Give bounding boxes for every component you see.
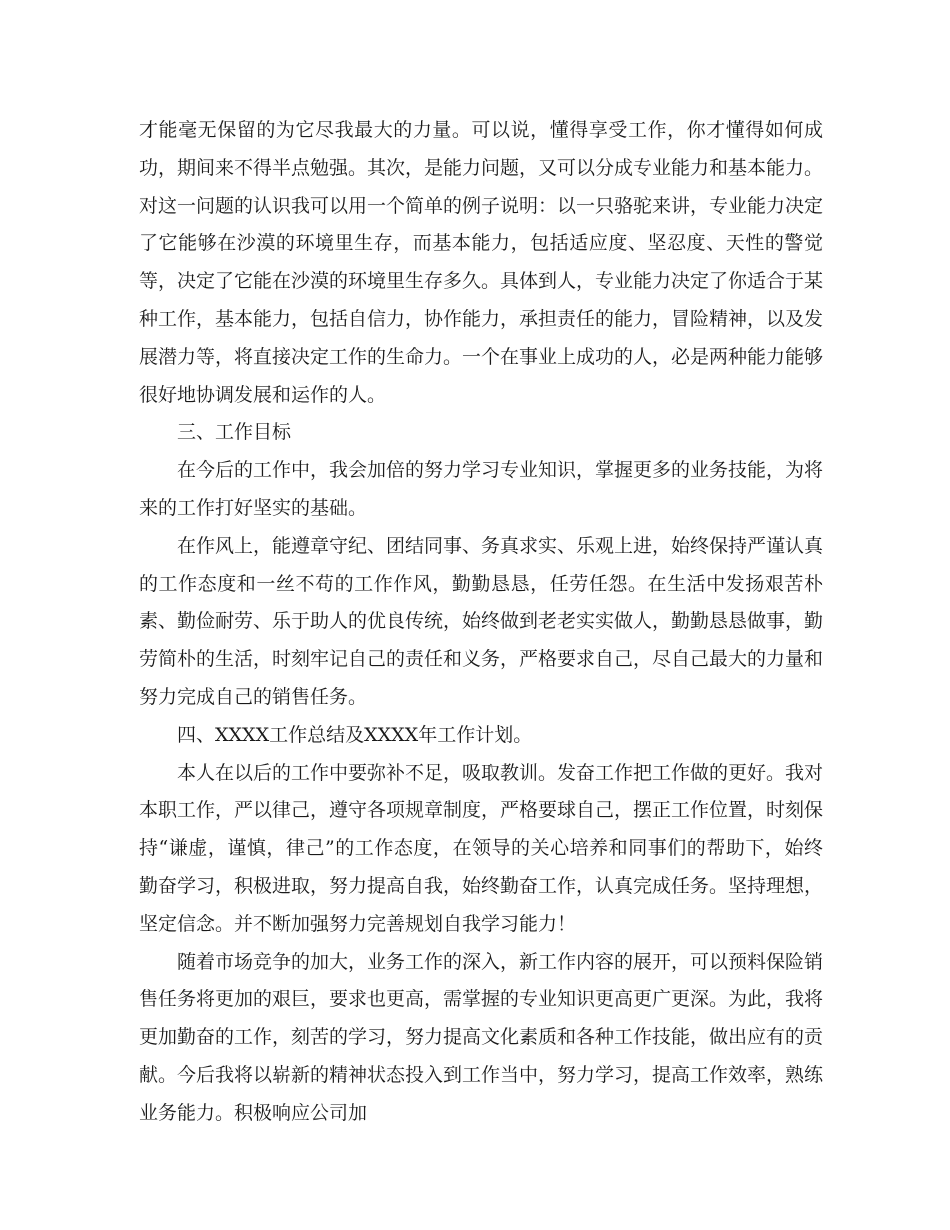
paragraph-work-style: 在作风上，能遵章守纪、团结同事、务真求实、乐观上进，始终保持严谨认真的工作态度和一丝不苟的工作作风，勤勤恳恳，任劳任怨。在生活中发扬艰苦朴素、勤俭耐劳、乐于助人的优良传统，始终做到老老实实做人，勤勤恳恳做事，勤劳简朴的生活，时刻牢记自己的责任和义务，严格要求自己，尽自己最大的力量和努力完成自己的销售任务。 bbox=[139, 534, 824, 708]
paragraph-future-study: 在今后的工作中，我会加倍的努力学习专业知识，掌握更多的业务技能，为将来的工作打好坚实的基础。 bbox=[139, 459, 824, 519]
paragraph-market-competition: 随着市场竞争的加大，业务工作的深入，新工作内容的展开，可以预料保险销售任务将更加的艰巨，要求也更高，需掌握的专业知识更高更广更深。为此，我将更加勤奋的工作，刻苦的学习，努力提高文化素质和各种工作技能，做出应有的贡献。今后我将以崭新的精神状态投入到工作当中，努力学习，提高工作效率，熟练业务能力。积极响应公司加 bbox=[139, 950, 824, 1124]
heading-summary-plan: 四、XXXX工作总结及XXXX年工作计划。 bbox=[177, 723, 533, 746]
document-body bbox=[139, 112, 823, 1133]
paragraph-intro-continued: 才能毫无保留的为它尽我最大的力量。可以说，懂得享受工作，你才懂得如何成功，期间来不得半点勉强。其次，是能力问题，又可以分成专业能力和基本能力。对这一问题的认识我可以用一个简单的例子说明：以一只骆驼来讲，专业能力决定了它能够在沙漠的环境里生存，而基本能力，包括适应度、坚忍度、天性的警觉等，决定了它能在沙漠的环境里生存多久。具体到人，专业能力决定了你适合于某种工作，基本能力，包括自信力，协作能力，承担责任的能力，冒险精神，以及发展潜力等，将直接决定工作的生命力。一个在事业上成功的人，必是两种能力能够很好地协调发展和运作的人。 bbox=[139, 119, 824, 406]
heading-work-goals: 三、工作目标 bbox=[177, 421, 292, 444]
paragraph-improvement: 本人在以后的工作中要弥补不足，吸取教训。发奋工作把工作做的更好。我对本职工作，严以律己，遵守各项规章制度，严格要球自己，摆正工作位置，时刻保持“谦虚，谨慎，律己”的工作态度，在领导的关心培养和同事们的帮助下，始终勤奋学习，积极进取，努力提高自我，始终勤奋工作，认真完成任务。坚持理想，坚定信念。并不断加强努力完善规划自我学习能力！ bbox=[139, 761, 824, 935]
